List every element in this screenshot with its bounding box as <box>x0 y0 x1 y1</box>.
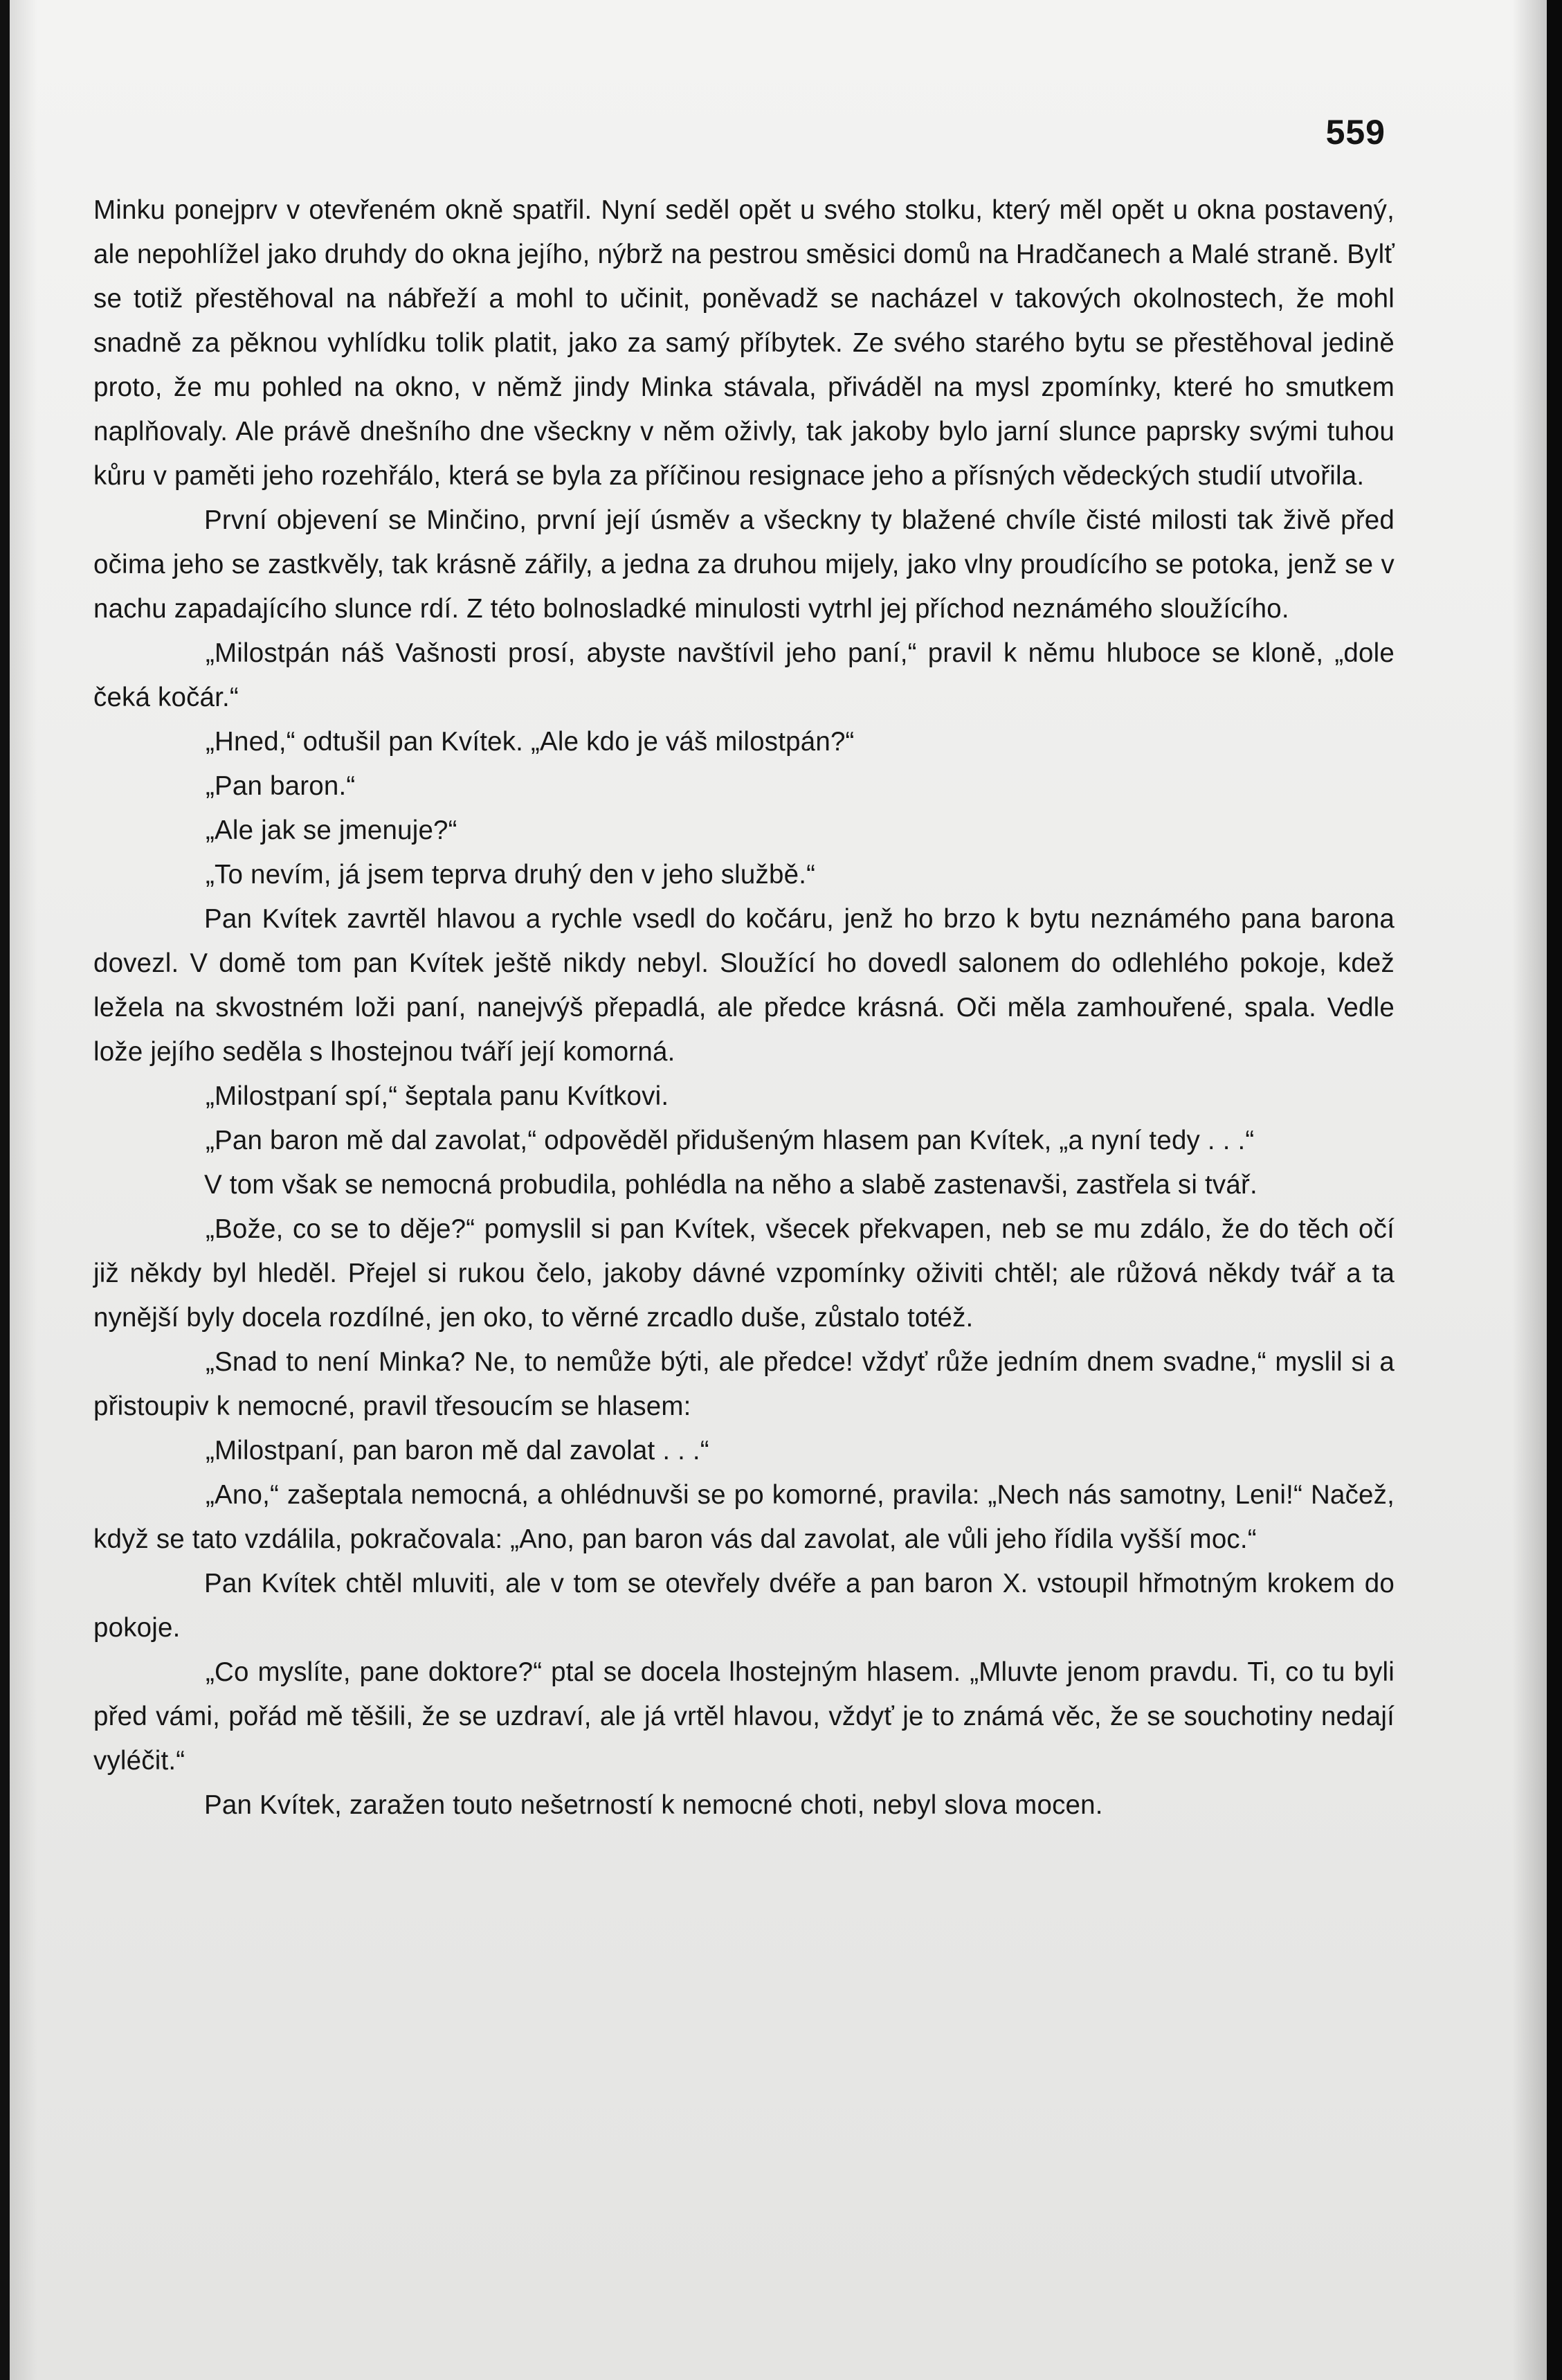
paragraph: Minku ponejprv v otevřeném okně spatřil. Nyní seděl opět u svého stolku, který měl opět u okna postavený, ale nepohlížel jako druhdy do okna jejího, nýbrž na pestrou směsici domů na Hradčanech a Malé straně. Bylť se totiž přestěhoval na nábřeží a mohl to učinit, poněvadž se nacházel v takových okolnostech, že mohl snadně za pěknou vyhlídku tolik platit, jako za samý příbytek. Ze svého starého bytu se přestěhoval jedině proto, že mu pohled na okno, v němž jindy Minka stávala, přiváděl na mysl zpomínky, které ho smutkem naplňovaly. Ale právě dnešního dne všeckny v něm oživly, tak jakoby bylo jarní slunce paprsky svými tuhou kůru v paměti jeho rozehřálo, která se byla za příčinou resignace jeho a přísných vědeckých studií utvořila. <box>93 195 1395 491</box>
scan-border-left <box>0 0 10 2380</box>
paragraph: V tom však se nemocná probudila, pohlédla na něho a slabě zastenavši, zastřela si tvář. <box>204 1170 1257 1200</box>
paragraph: Pan Kvítek, zaražen touto nešetrností k nemocné choti, nebyl slova mocen. <box>204 1790 1103 1820</box>
paragraph: První objevení se Minčino, první její úsměv a všeckny ty blažené chvíle čisté milosti tak živě před očima jeho se zastkvěly, tak krásně zářily, a jedna za druhou mijely, jako vlny proudícího se potoka, jenž se v nachu zapadajícího slunce rdí. Z této bolnosladké minulosti vytrhl jej příchod neznámého sloužícího. <box>93 505 1395 624</box>
paragraph: „Milostpán náš Vašnosti prosí, abyste navštívil jeho paní,“ pravil k němu hluboce se kloně, „dole čeká kočár.“ <box>93 638 1395 712</box>
paragraph: „Bože, co se to děje?“ pomyslil si pan Kvítek, všecek překvapen, neb se mu zdálo, že do těch očí již někdy byl hleděl. Přejel si rukou čelo, jakoby dávné vzpomínky oživiti chtěl; ale růžová někdy tvář a ta nynější byly docela rozdílné, jen oko, to věrné zrcadlo duše, zůstalo totéž. <box>93 1214 1395 1333</box>
paragraph: „Ano,“ zašeptala nemocná, a ohlédnuvši se po komorné, pravila: „Nech nás samotny, Leni!“ Načež, když se tato vzdálila, pokračovala: „Ano, pan baron vás dal zavolat, ale vůli jeho řídila vyšší moc.“ <box>93 1480 1395 1554</box>
paragraph: „Snad to není Minka? Ne, to nemůže býti, ale předce! vždyť růže jedním dnem svadne,“ myslil si a přistoupiv k nemocné, pravil třesoucím se hlasem: <box>93 1347 1395 1421</box>
paragraph: „Milostpaní spí,“ šeptala panu Kvítkovi. <box>206 1081 669 1111</box>
paragraph: Pan Kvítek chtěl mluviti, ale v tom se otevřely dvéře a pan baron X. vstoupil hřmotným krokem do pokoje. <box>93 1569 1395 1643</box>
paragraph: „To nevím, já jsem teprva druhý den v jeho službě.“ <box>206 860 816 890</box>
paragraph: „Ale jak se jmenuje?“ <box>206 815 457 845</box>
page-number: 559 <box>1325 113 1386 152</box>
scan-border-right <box>1547 0 1562 2380</box>
paragraph: „Pan baron.“ <box>206 771 356 801</box>
body-text <box>93 188 1395 1828</box>
book-page <box>10 0 1547 2380</box>
paragraph: „Co myslíte, pane doktore?“ ptal se docela lhostejným hlasem. „Mluvte jenom pravdu. Ti, co tu byli před vámi, pořád mě těšili, že se uzdraví, ale já vrtěl hlavou, vždyť je to známá věc, že se souchotiny nedají vyléčit.“ <box>93 1657 1395 1776</box>
paragraph: „Pan baron mě dal zavolat,“ odpověděl přidušeným hlasem pan Kvítek, „a nyní tedy . . .“ <box>206 1126 1255 1155</box>
paragraph: Pan Kvítek zavrtěl hlavou a rychle vsedl do kočáru, jenž ho brzo k bytu neznámého pana barona dovezl. V domě tom pan Kvítek ještě nikdy nebyl. Sloužící ho dovedl salonem do odlehlého pokoje, kdež ležela na skvostném loži paní, nanejvýš přepadlá, ale předce krásná. Oči měla zamhouřené, spala. Vedle lože jejího seděla s lhostejnou tváří její komorná. <box>93 904 1395 1067</box>
paragraph: „Hned,“ odtušil pan Kvítek. „Ale kdo je váš milostpán?“ <box>206 727 855 757</box>
paragraph: „Milostpaní, pan baron mě dal zavolat . . .“ <box>206 1436 709 1466</box>
